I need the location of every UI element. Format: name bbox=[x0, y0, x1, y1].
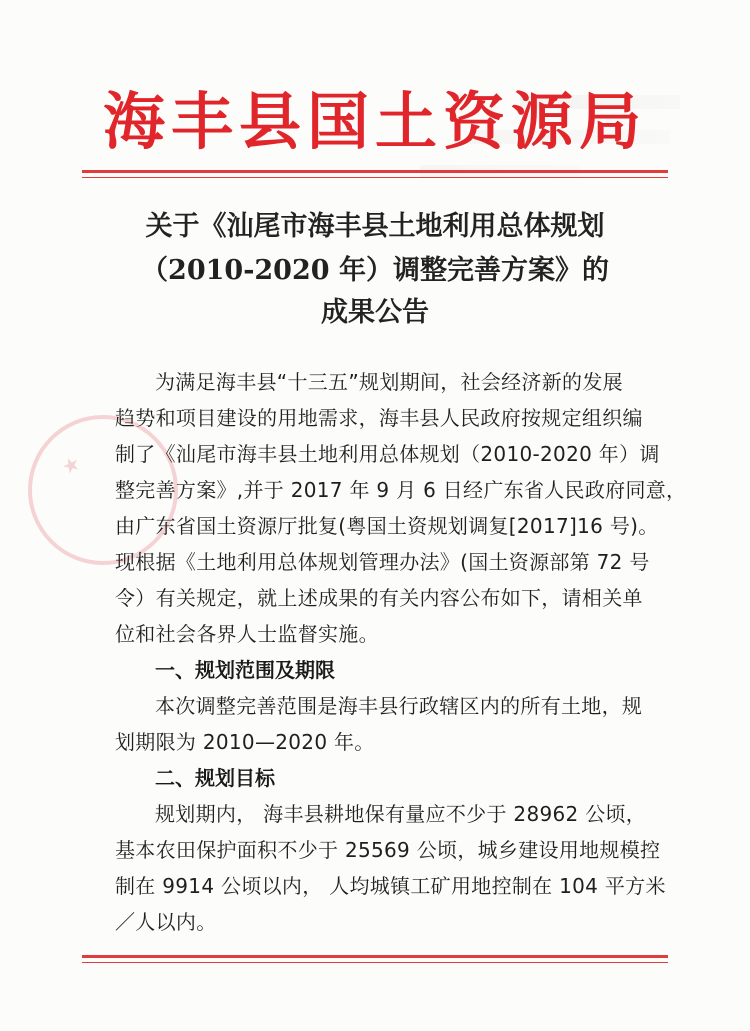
organization-header: 海丰县国土资源局 bbox=[102, 85, 647, 158]
paragraph-line: 规划期内， 海丰县耕地保有量应不少于 28962 公顷， bbox=[155, 802, 647, 826]
paragraph-line: 整完善方案》,并于 2017 年 9 月 6 日经广东省人民政府同意， bbox=[115, 478, 687, 502]
paragraph-line: 划期限为 2010—2020 年。 bbox=[115, 730, 375, 754]
paragraph-line: 趋势和项目建设的用地需求，海丰县人民政府按规定组织编 bbox=[115, 406, 643, 430]
paragraph-line: 令）有关规定，就上述成果的有关内容公布如下，请相关单 bbox=[115, 586, 643, 610]
header-rule-thin bbox=[82, 177, 668, 178]
paragraph-line: 位和社会各界人士监督实施。 bbox=[115, 622, 379, 646]
section-heading-goals: 二、规划目标 bbox=[155, 766, 275, 790]
paragraph-line: 制在 9914 公顷以内， 人均城镇工矿用地控制在 104 平方米 bbox=[115, 874, 666, 898]
seal-mark: ★ bbox=[57, 450, 85, 480]
document-title-line-2: （2010-2020 年）调整完善方案》的 bbox=[141, 255, 609, 286]
paragraph-line: ／人以内。 bbox=[115, 910, 217, 934]
paragraph-line: 制了《汕尾市海丰县土地利用总体规划（2010-2020 年）调 bbox=[115, 442, 660, 466]
footer-rule-thick bbox=[82, 955, 668, 958]
paragraph-line: 本次调整完善范围是海丰县行政辖区内的所有土地，规 bbox=[155, 694, 643, 718]
document-title-line-1: 关于《汕尾市海丰县土地利用总体规划 bbox=[145, 211, 605, 242]
paragraph-line: 现根据《土地利用总体规划管理办法》(国土资源部第 72 号 bbox=[115, 550, 650, 574]
footer-rule-thin bbox=[82, 962, 668, 963]
header-rule-thick bbox=[82, 170, 668, 173]
paragraph-line: 为满足海丰县“十三五”规划期间，社会经济新的发展 bbox=[155, 370, 623, 394]
section-heading-scope: 一、规划范围及期限 bbox=[155, 658, 335, 682]
document-title-line-3: 成果公告 bbox=[321, 297, 429, 328]
paragraph-line: 基本农田保护面积不少于 25569 公顷，城乡建设用地规模控 bbox=[115, 838, 661, 862]
paragraph-line: 由广东省国土资源厅批复(粤国土资规划调复[2017]16 号)。 bbox=[115, 514, 659, 538]
